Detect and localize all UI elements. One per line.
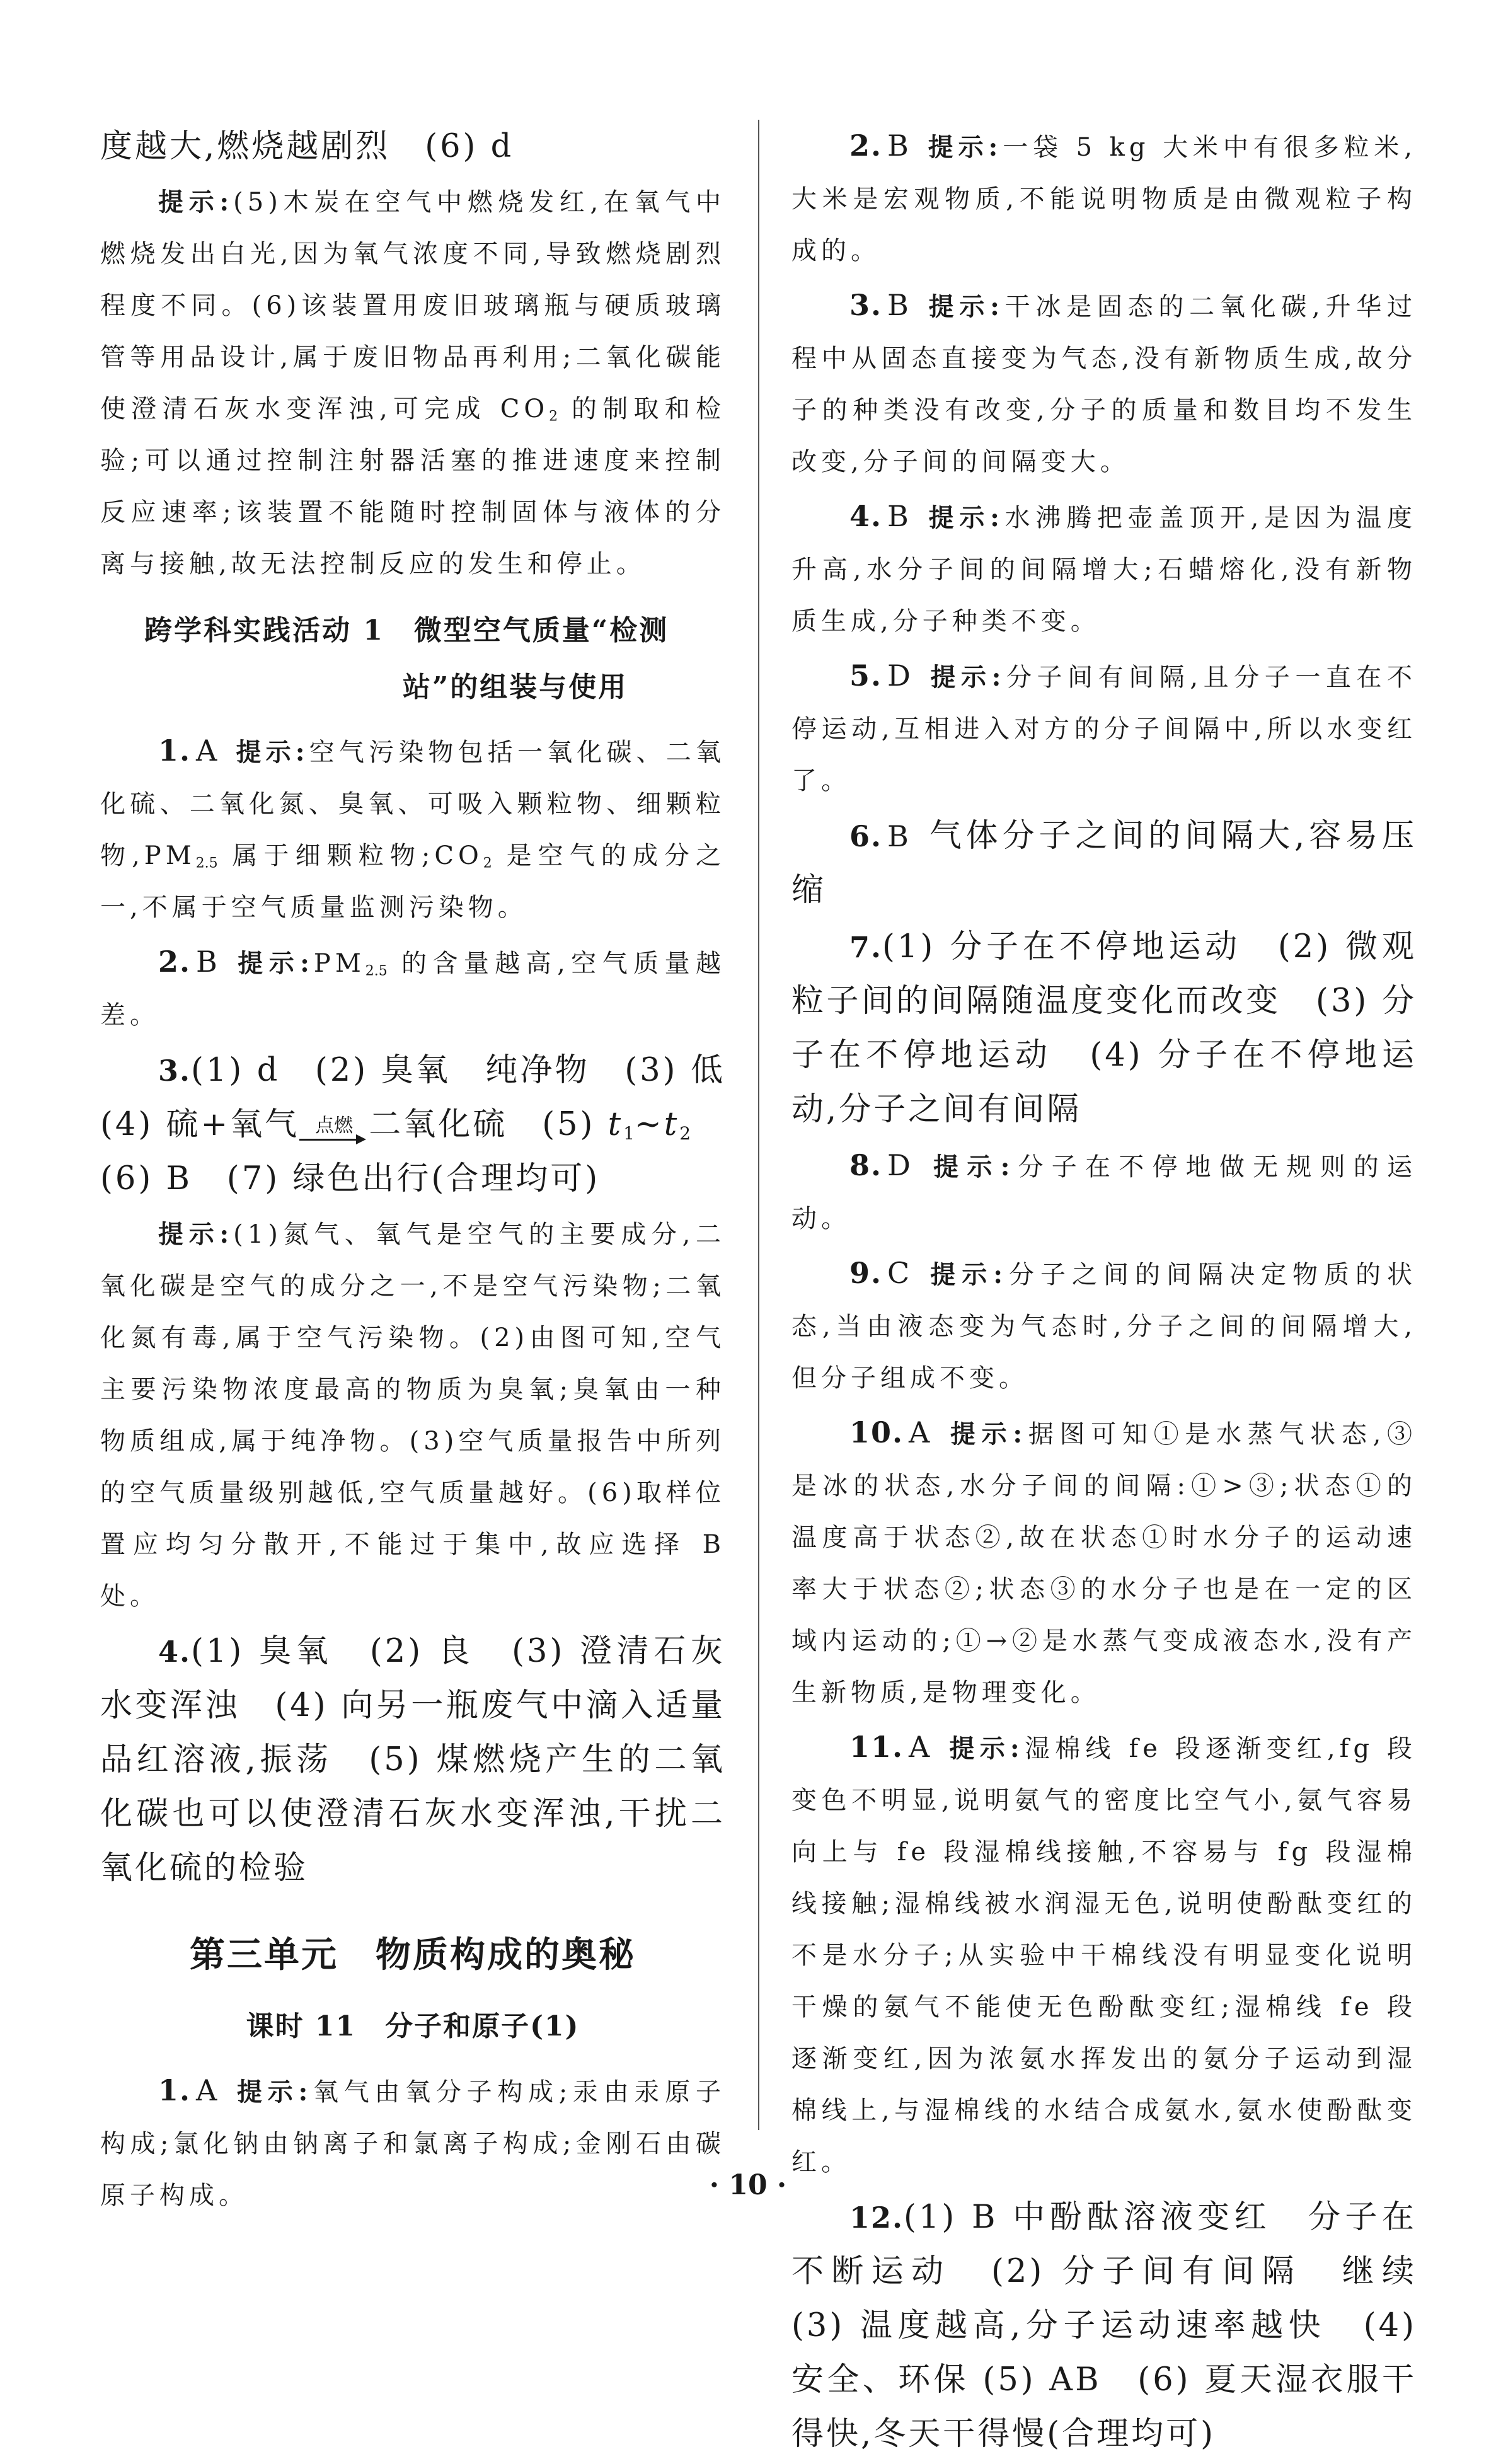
text-run: 一袋 5 kg 大米中有很多粒米,大米是宏观物质,不能说明物质是由微观粒子构成的。 — [791, 133, 1417, 265]
answer-paragraph — [791, 809, 1417, 918]
text-run: 度越大,燃烧越剧烈 (6) d — [100, 128, 514, 165]
hint-label: 提示: — [158, 1219, 234, 1249]
subscript: 2.5 — [365, 963, 388, 979]
answer-paragraph — [791, 650, 1417, 807]
left-column — [100, 120, 725, 2224]
answer-paragraph — [100, 120, 725, 174]
answer-paragraph — [100, 176, 725, 590]
heading-line: 站”的组装与使用 — [403, 671, 628, 703]
section-heading — [100, 602, 725, 716]
answer-paragraph — [791, 1407, 1417, 1718]
unit-title — [100, 1917, 725, 1993]
subscript: 2 — [549, 408, 558, 425]
answer-letter: A — [909, 1415, 931, 1449]
text-run: 属于细颗粒物;CO — [217, 841, 483, 870]
question-number: 2. — [849, 129, 883, 163]
question-number: 2. — [158, 945, 192, 979]
question-number: 5. — [849, 659, 883, 693]
text-run: (6) B (7) 绿色出行(合理均可) — [100, 1106, 726, 1197]
text-run: 分子之间的间隔决定物质的状态,当由液态变为气态时,分子之间的间隔增大,但分子组成不变。 — [791, 1260, 1417, 1393]
subscript: 2 — [679, 1123, 691, 1144]
question-number: 8. — [849, 1148, 883, 1182]
page-number: · 10 · — [709, 2169, 787, 2201]
answer-letter: B — [887, 819, 910, 853]
answer-letter: B — [887, 499, 910, 533]
answer-letter: D — [887, 659, 912, 693]
text-run: (1) 分子在不停地运动 (2) 微观粒子间的间隔随温度变化而改变 (3) 分子在不停地运动 (4) 分子在不停地运动,分子之间有间隔 — [791, 928, 1417, 1128]
reaction-condition: 点燃 — [315, 1114, 354, 1137]
answer-paragraph — [100, 1044, 725, 1206]
text-run: (5)木炭在空气中燃烧发红,在氧气中燃烧发出白光,因为氧气浓度不同,导致燃烧剧烈程度不同。(6)该装置用废旧玻璃瓶与硬质玻璃管等用品设计,属于废旧物品再利用;二氧化碳能使澄清石灰水变浑浊,可完成 CO — [100, 188, 726, 423]
question-number: 12. — [849, 2201, 904, 2235]
text-run: 空气污染物包括一氧化碳、二氧化硫、二氧化氮、臭氧、可吸入颗粒物、细颗粒物,PM — [100, 738, 726, 870]
text-run: (1) d (2) 臭氧 纯净物 (3) 低 (4) 硫+氧气 — [100, 1052, 725, 1143]
arrow-line — [299, 1139, 362, 1141]
subscript: 1 — [623, 1123, 635, 1144]
question-number: 9. — [849, 1256, 883, 1290]
subscript: 2.5 — [195, 855, 218, 872]
text-run: 第三单元 物质构成的奥秘 — [190, 1934, 636, 1976]
text-run: 湿棉线 fe 段逐渐变红,fg 段变色不明显,说明氨气的密度比空气小,氨气容易向上与 fe 段湿棉线接触,不容易与 fg 段湿棉线接触;湿棉线被水润湿无色,说明使酚酞变红的不是水分子;从实验中干棉线没有明显变化说明干燥的氨气不能使无色酚酞变红;湿棉线 fe 段逐渐变红,因为浓氨水挥发出的氨分子运动到湿棉线上,与湿棉线的水结合成氨水,氨水使酚酞变红。 — [791, 1734, 1417, 2177]
hint-label: 提示: — [929, 1152, 1015, 1182]
hint-label: 提示: — [236, 2077, 313, 2107]
answer-letter: A — [196, 2073, 219, 2107]
answer-letter: D — [887, 1148, 912, 1182]
text-run: 的制取和检验;可以通过控制注射器活塞的推进速度来控制反应速率;该装置不能随时控制固体与液体的分离与接触,故无法控制反应的发生和停止。 — [100, 394, 725, 579]
answer-letter: A — [196, 734, 219, 768]
text-run: (1)氮气、氧气是空气的主要成分,二氧化碳是空气的成分之一,不是空气污染物;二氧化氮有毒,属于空气污染物。(2)由图可知,空气主要污染物浓度最高的物质为臭氧;臭氧由一种物质组成,属于纯净物。(3)空气质量报告中所列的空气质量级别越低,空气质量越好。(6)取样位置应均匀分散开,不能过于集中,故应选择 B 处。 — [100, 1220, 726, 1611]
reaction-arrow — [299, 1116, 369, 1143]
text-run: ~ — [635, 1106, 664, 1143]
hint-label: 提示: — [948, 1734, 1024, 1763]
answer-paragraph — [100, 725, 725, 933]
heading-line: 跨学科实践活动 1 微型空气质量“检测 — [144, 614, 669, 647]
answer-paragraph — [100, 1209, 725, 1622]
text-run: 分子在不停地做无规则的运动。 — [791, 1153, 1417, 1233]
answer-paragraph — [791, 1247, 1417, 1404]
answer-paragraph — [791, 2191, 1452, 2461]
question-number: 7. — [849, 930, 883, 964]
text-run: (1) B 中酚酞溶液变红 分子在不断运动 (2) 分子间有间隔 继续 (3) 温度越高,分子运动速率越快 (4) 安全、环保 (5) AB (6) 夏天湿衣服干得快,冬天干得慢(合理均可) — [791, 2199, 1452, 2453]
text-run: 的含量越高,空气质量越差。 — [100, 949, 726, 1030]
text-run: 是空气的成分之一,不属于空气质量监测污染物。 — [100, 841, 726, 922]
answer-paragraph — [100, 1625, 725, 1896]
answer-paragraph — [791, 1721, 1417, 2188]
question-number: 11. — [849, 1730, 904, 1764]
answer-paragraph — [791, 1139, 1417, 1245]
question-number: 3. — [849, 288, 883, 322]
hint-label: 提示: — [236, 948, 314, 978]
answer-letter: B — [887, 288, 910, 322]
answer-letter: A — [909, 1730, 931, 1764]
question-number: 1. — [158, 734, 192, 768]
hint-label: 提示: — [948, 1419, 1027, 1449]
lesson-title — [100, 1995, 725, 2058]
question-number: 4. — [849, 499, 883, 533]
text-run: 课时 11 分子和原子(1) — [246, 2010, 580, 2042]
hint-label: 提示: — [929, 662, 1006, 692]
answer-paragraph — [791, 490, 1417, 647]
text-run: 分子间有间隔,且分子一直在不停运动,互相进入对方的分子间隔中,所以水变红了。 — [791, 663, 1417, 795]
question-number: 1. — [158, 2073, 192, 2107]
answer-letter: C — [887, 1256, 911, 1290]
answer-letter: B — [196, 945, 219, 979]
question-number: 3. — [158, 1054, 192, 1088]
italic-variable: t — [607, 1106, 624, 1143]
hint-label: 提示: — [236, 737, 309, 767]
answer-paragraph — [100, 936, 725, 1041]
text-run: PM — [313, 949, 365, 978]
text-run: 氧气由氧分子构成;汞由汞原子构成;氯化钠由钠离子和氯离子构成;金刚石由碳原子构成。 — [100, 2078, 725, 2210]
column-divider — [758, 120, 759, 2130]
right-column — [791, 120, 1452, 2464]
hint-label: 提示: — [158, 187, 234, 217]
hint-label: 提示: — [927, 503, 1004, 533]
question-number: 4. — [158, 1635, 192, 1669]
question-number: 10. — [849, 1415, 904, 1449]
text-run: (1) 臭氧 (2) 良 (3) 澄清石灰水变浑浊 (4) 向另一瓶废气中滴入适量品红溶液,振荡 (5) 煤燃烧产生的二氧化碳也可以使澄清石灰水变浑浊,干扰二氧化硫的检验 — [100, 1633, 725, 1887]
answer-paragraph — [791, 920, 1417, 1137]
italic-variable: t — [664, 1106, 680, 1143]
text-run: 据图可知①是水蒸气状态,③是冰的状态,水分子间的间隔:①>③;状态①的温度高于状态②,故在状态①时水分子的运动速率大于状态②;状态③的水分子也是在一定的区域内运动的;①→②是水蒸气变成液态水,没有产生新物质,是物理变化。 — [791, 1420, 1417, 1707]
hint-label: 提示: — [927, 132, 1003, 162]
text-run: 二氧化硫 (5) — [369, 1106, 608, 1143]
answer-paragraph — [791, 120, 1417, 277]
text-run: 气体分子之间的间隔大,容易压缩 — [791, 817, 1417, 909]
question-number: 6. — [849, 819, 883, 853]
answer-paragraph — [791, 279, 1417, 488]
subscript: 2 — [483, 855, 492, 872]
text-run: 干冰是固态的二氧化碳,升华过程中从固态直接变为气态,没有新物质生成,故分子的种类没有改变,分子的质量和数目均不发生改变,分子间的间隔变大。 — [791, 292, 1417, 476]
hint-label: 提示: — [928, 1260, 1007, 1289]
hint-label: 提示: — [927, 292, 1004, 321]
answer-letter: B — [887, 129, 910, 163]
text-run: 水沸腾把壶盖顶开,是因为温度升高,水分子间的间隔增大;石蜡熔化,没有新物质生成,分子种类不变。 — [791, 504, 1417, 636]
